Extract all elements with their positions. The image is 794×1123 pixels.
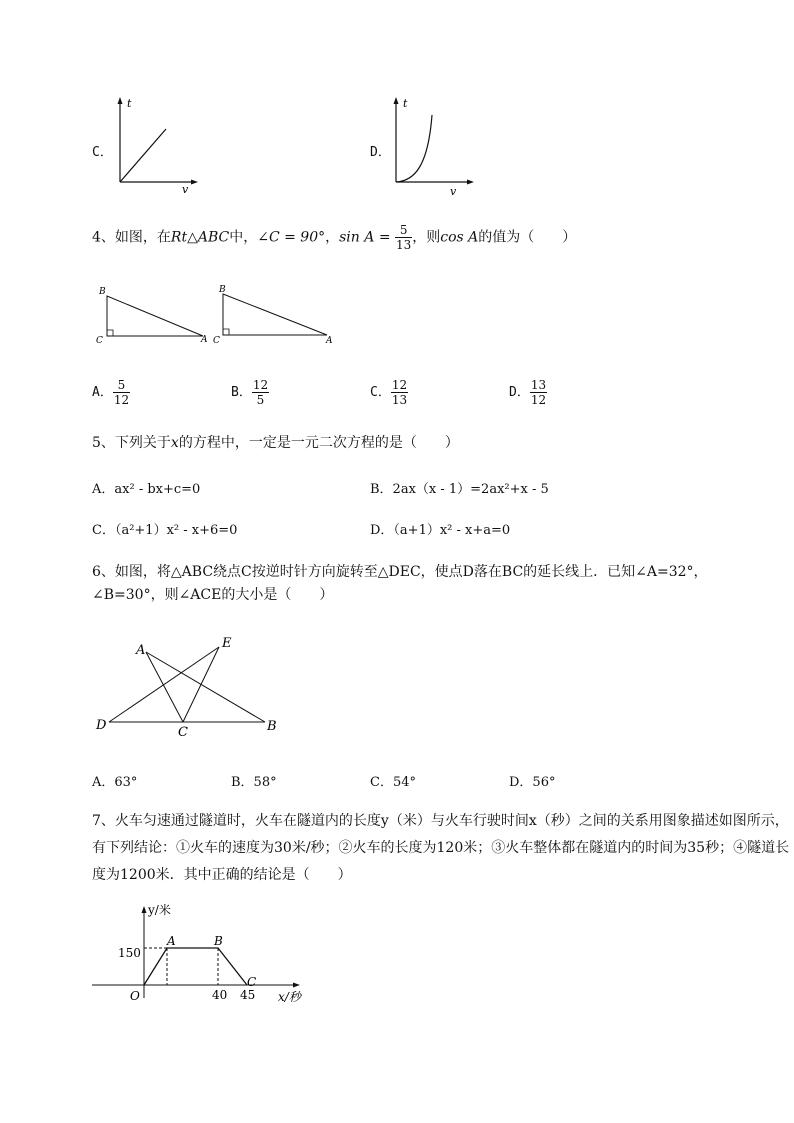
- q7-x-axis-label: x/秒: [278, 990, 301, 1004]
- q4-option-c-num: 12: [391, 378, 408, 392]
- q6-label-e: E: [222, 636, 232, 651]
- q4-number: 4、: [92, 229, 115, 246]
- q4-text-d: 的值为（ ）: [478, 229, 577, 246]
- q4-option-a-den: 12: [113, 393, 130, 407]
- q4-fig1-c: C: [96, 336, 103, 346]
- q4-cos-a: cos A: [440, 229, 479, 246]
- q7-point-a: A: [167, 934, 176, 948]
- q3-graph-c: [110, 95, 200, 195]
- q6-label-a: A: [136, 643, 146, 658]
- q6-label-c: C: [178, 725, 188, 740]
- q3-graph-c-t-label: t: [127, 97, 132, 110]
- q4-triangle: △ABC: [187, 229, 230, 246]
- q6-stem-line2: ∠B=30°，则∠ACE的大小是（ ）: [92, 587, 334, 603]
- q4-option-d-label: D．: [509, 385, 530, 400]
- q4-option-c-den: 13: [391, 393, 408, 407]
- q4-option-c[interactable]: [370, 378, 408, 407]
- q4-figure-right: [210, 283, 340, 345]
- q6-option-d[interactable]: D．56°: [509, 775, 556, 790]
- q4-text-c: ，则: [412, 229, 441, 246]
- q4-option-b-fraction: [252, 378, 269, 407]
- q4-text-b: 中，: [229, 229, 258, 246]
- q5-text-a: 下列关于: [114, 435, 171, 451]
- q3-graph-d: [386, 95, 476, 198]
- q4-option-d[interactable]: [509, 378, 547, 407]
- q5-option-c[interactable]: C．（a²+1）x² - x+6=0: [92, 523, 238, 538]
- q4-angle-c: ∠C = 90°: [257, 229, 326, 246]
- q3-option-c-label: C．: [92, 145, 113, 160]
- q4-option-a[interactable]: [92, 378, 130, 407]
- q4-fig2-c: C: [213, 336, 220, 346]
- q4-sin-fraction: [395, 223, 412, 252]
- q7-graph-line: [144, 948, 247, 985]
- q4-option-b-label: B．: [231, 385, 252, 400]
- q6-option-a[interactable]: A．63°: [92, 775, 138, 790]
- q4-option-b[interactable]: [231, 378, 269, 407]
- q7-stem: 7、火车匀速通过隧道时，火车在隧道内的长度y（米）与火车行驶时间x（秒）之间的关系用图象描述如图所示，有下列结论：①火车的速度为30米/秒；②火车的长度为120米；③火车整体都在隧道内的时间为35秒；④隧道长度为1200米．其中正确的结论是（ ）: [92, 813, 790, 883]
- q4-option-c-fraction: [391, 378, 408, 407]
- q3-graph-d-t-label: t: [403, 97, 408, 110]
- q4-option-a-label: A．: [92, 385, 113, 400]
- q6-label-d: D: [96, 718, 107, 733]
- q4-option-d-num: 13: [530, 378, 547, 392]
- q3-option-d-label: D．: [370, 145, 391, 160]
- q3-graph-d-v-label: v: [450, 185, 457, 198]
- q7-point-c: C: [247, 975, 257, 989]
- q3-graph-c-v-label: v: [182, 183, 189, 196]
- q5-stem: [92, 430, 459, 456]
- q4-option-d-den: 12: [530, 393, 547, 407]
- q4-fig2-b: B: [219, 285, 226, 295]
- q4-figure-left: [95, 285, 215, 345]
- q5-option-b[interactable]: B．2ax（x - 1）=2ax²+x - 5: [370, 482, 549, 497]
- q4-option-c-label: C．: [370, 385, 391, 400]
- q4-sin-a: sin A =: [339, 229, 391, 246]
- q6-label-b: B: [267, 719, 277, 734]
- q4-sep: ，: [325, 229, 340, 246]
- q4-option-a-fraction: [113, 378, 130, 407]
- q4-text-a: 如图，在: [114, 229, 171, 246]
- q6-stem-line1: 6、如图，将△ABC绕点C按逆时针方向旋转至△DEC，使点D落在BC的延长线上．已知∠A=32°，: [92, 564, 708, 580]
- q4-option-a-num: 5: [113, 378, 130, 393]
- q4-stem: [92, 223, 576, 252]
- q4-fig1-b: B: [99, 287, 106, 297]
- q7-origin-label: O: [130, 989, 140, 1003]
- q7-x-tick-40: 40: [212, 988, 228, 1002]
- q3-graph-d-curve: [396, 115, 432, 182]
- q7-graph: [92, 900, 322, 1010]
- q5-number: 5、: [92, 435, 115, 451]
- q6-option-c[interactable]: C．54°: [370, 775, 416, 790]
- q7-point-b: B: [214, 934, 223, 948]
- q5-text-b: 的方程中，一定是一元二次方程的是（ ）: [178, 435, 459, 451]
- q3-graph-c-line: [120, 129, 166, 182]
- q7-y-tick-150: 150: [118, 946, 141, 960]
- q5-option-d[interactable]: D．（a+1）x² - x+a=0: [370, 523, 511, 538]
- q7-y-axis-label: y/米: [148, 903, 171, 917]
- q4-option-d-fraction: [530, 378, 547, 407]
- q7-x-tick-45: 45: [240, 988, 256, 1002]
- q5-option-a[interactable]: A．ax² - bx+c=0: [92, 482, 201, 497]
- q4-option-b-den: 5: [256, 393, 265, 407]
- q4-option-b-num: 12: [252, 378, 269, 392]
- q5-var: x: [170, 435, 179, 451]
- q4-rt: Rt: [170, 229, 188, 246]
- q4-sin-denominator: 13: [396, 238, 412, 252]
- q4-sin-numerator: 5: [395, 223, 412, 238]
- q6-figure: [92, 635, 292, 745]
- q6-option-b[interactable]: B．58°: [231, 775, 277, 790]
- q4-fig1-a: A: [201, 335, 208, 345]
- q4-fig2-a: A: [326, 336, 333, 346]
